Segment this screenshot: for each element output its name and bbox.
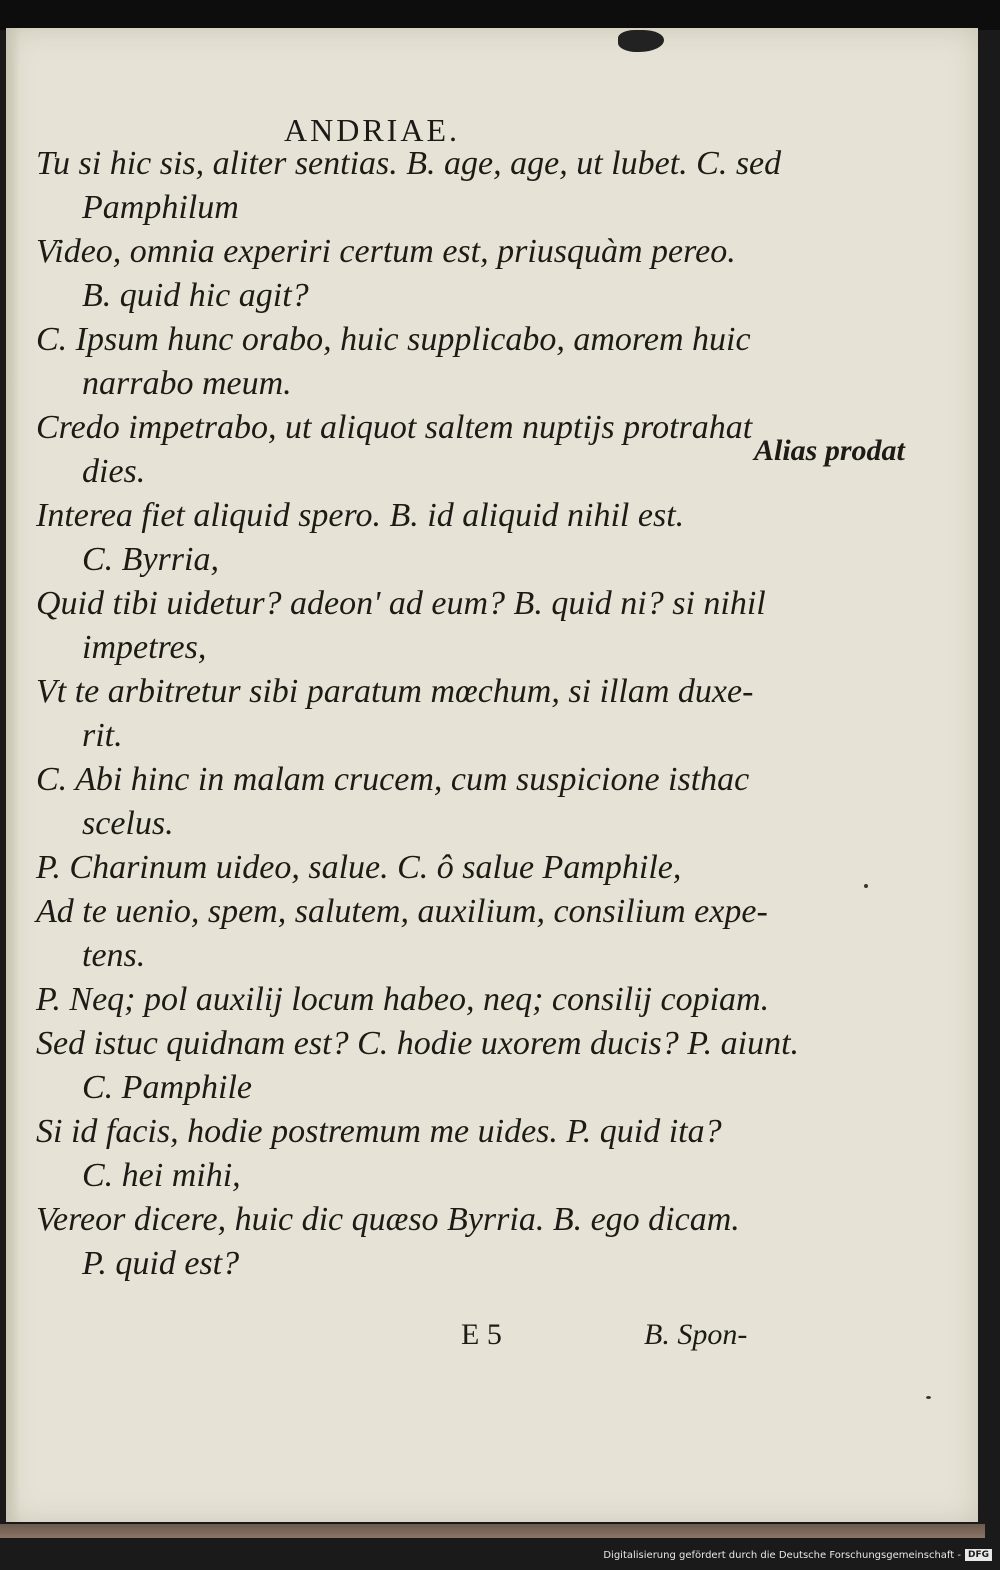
text-line: impetres, <box>82 629 207 666</box>
dfg-credit-text: Digitalisierung gefördert durch die Deutsche Forschungsgemeinschaft - <box>603 1549 961 1561</box>
text-line: Vt te arbitretur sibi paratum mœchum, si illam duxe- <box>36 673 754 710</box>
text-line: P. Charinum uideo, salue. C. ô salue Pamphile, <box>36 849 682 886</box>
text-line: Quid tibi uidetur? adeon' ad eum? B. quid ni? si nihil <box>36 585 766 622</box>
text-line: tens. <box>82 937 146 974</box>
dfg-logo: DFG <box>965 1549 992 1561</box>
ink-blot <box>618 30 664 52</box>
text-line: C. Abi hinc in malam crucem, cum suspicione isthac <box>36 761 750 798</box>
text-line: C. hei mihi, <box>82 1157 241 1194</box>
text-line: Ad te uenio, spem, salutem, auxilium, consilium expe- <box>36 893 768 930</box>
text-line: Si id facis, hodie postremum me uides. P. quid ita? <box>36 1113 722 1150</box>
text-line: P. quid est? <box>82 1245 240 1282</box>
text-line: C. Ipsum hunc orabo, huic supplicabo, amorem huic <box>36 321 751 358</box>
text-line: narrabo meum. <box>82 365 292 402</box>
text-line: Vereor dicere, huic dic quæso Byrria. B. ego dicam. <box>36 1201 740 1238</box>
text-line: Tu si hic sis, aliter sentias. B. age, age, ut lubet. C. sed <box>36 145 782 182</box>
text-line: scelus. <box>82 805 174 842</box>
paper-speck <box>926 1396 931 1399</box>
text-line: rit. <box>82 717 123 754</box>
book-cover-edge <box>0 1524 985 1538</box>
text-line: Interea fiet aliquid spero. B. id aliquid nihil est. <box>36 497 685 534</box>
paper-speck <box>864 884 868 888</box>
text-line: Sed istuc quidnam est? C. hodie uxorem ducis? P. aiunt. <box>36 1025 800 1062</box>
text-line: C. Pamphile <box>82 1069 252 1106</box>
running-head: ANDRIAE. <box>284 112 460 148</box>
margin-note: Alias prodat <box>754 434 905 467</box>
text-line: Pamphilum <box>82 189 239 226</box>
text-line: Credo impetrabo, ut aliquot saltem nuptijs protrahat <box>36 409 753 446</box>
text-line: B. quid hic agit? <box>82 277 309 314</box>
book-page <box>6 28 978 1524</box>
signature-mark: E 5 <box>461 1318 502 1351</box>
text-line: dies. <box>82 453 146 490</box>
dfg-credit <box>603 1549 992 1561</box>
page-gutter-shadow <box>6 28 20 1524</box>
text-line: Video, omnia experiri certum est, priusquàm pereo. <box>36 233 736 270</box>
text-line: C. Byrria, <box>82 541 219 578</box>
catchword: B. Spon- <box>644 1318 748 1351</box>
scan-background-top <box>0 0 1000 30</box>
text-line: P. Neq; pol auxilij locum habeo, neq; consilij copiam. <box>36 981 770 1018</box>
